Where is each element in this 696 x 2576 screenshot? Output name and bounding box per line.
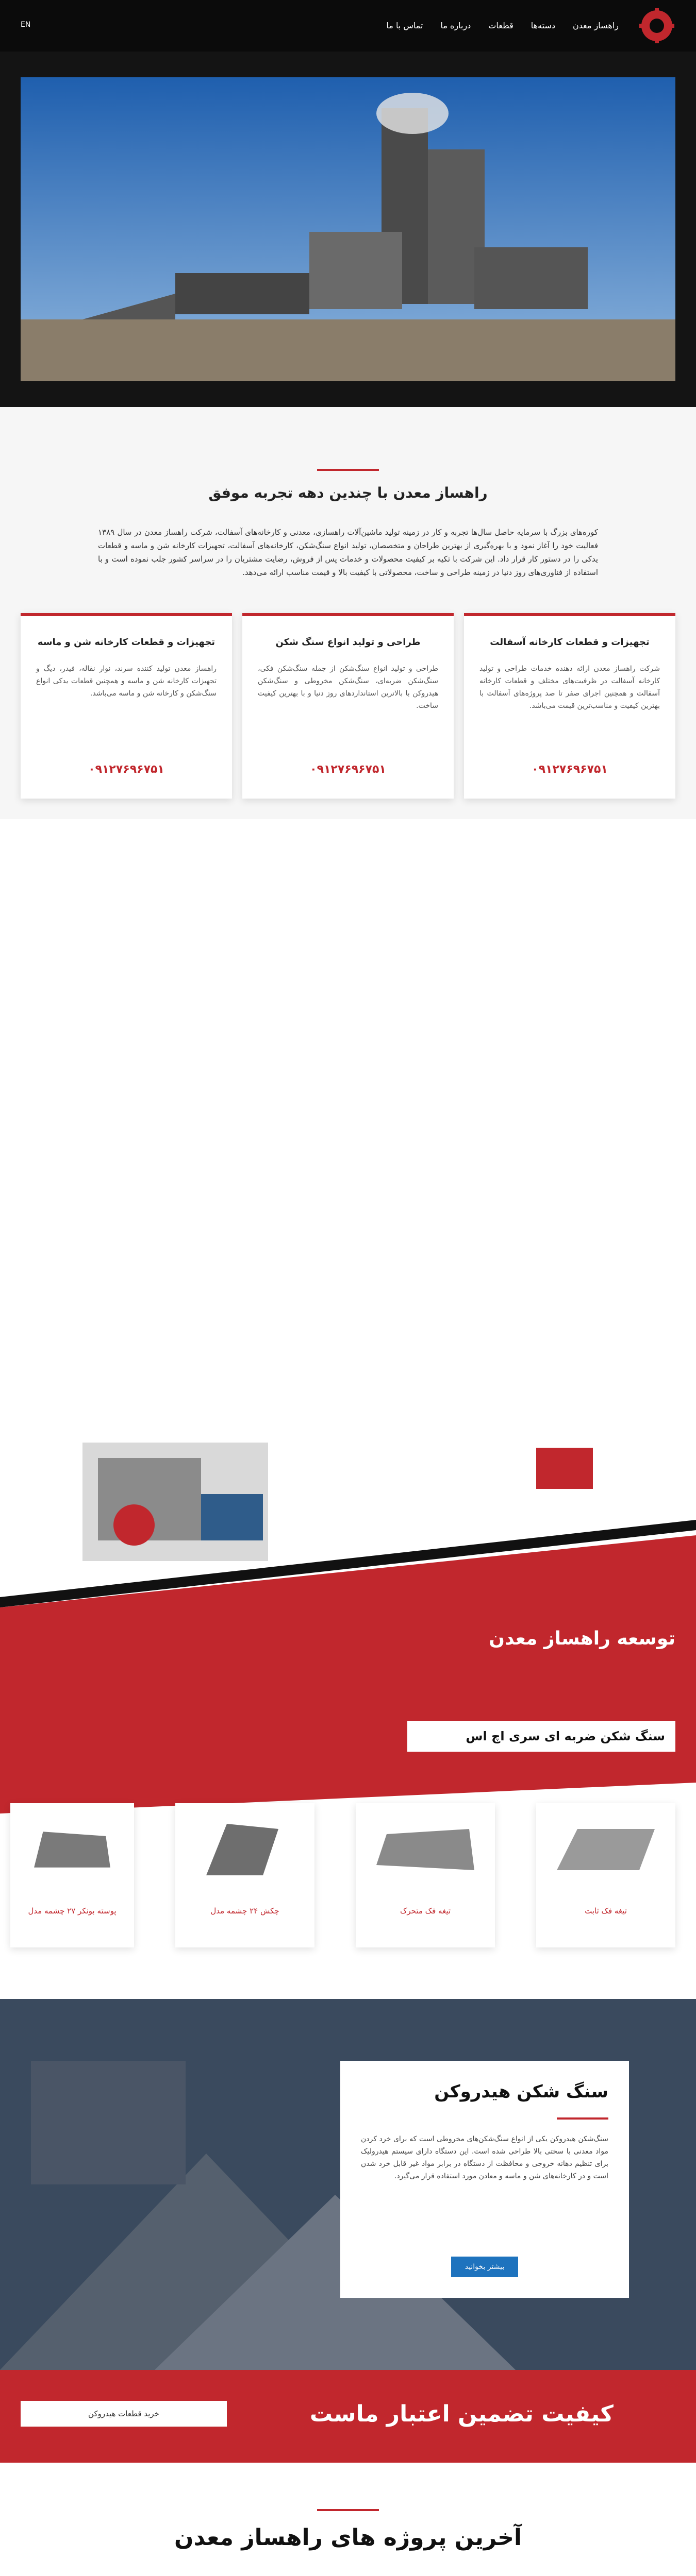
development-title: توسعه راهساز معدن xyxy=(489,1628,675,1649)
hydrocone-info-box xyxy=(340,2061,629,2298)
projects-title: آخرین پروژه های راهساز معدن xyxy=(174,2524,522,2551)
product-name: چکش ۲۴ چشمه مدل xyxy=(210,1906,279,1916)
language-switch[interactable]: EN xyxy=(21,21,31,29)
projects-section xyxy=(0,2463,696,2576)
nav-item-about[interactable]: درباره ما xyxy=(440,21,471,30)
card-title: طراحی و تولید انواع سنگ شکن xyxy=(275,637,421,648)
service-card-asphalt[interactable] xyxy=(464,613,675,799)
nav-item-parts[interactable]: قطعات xyxy=(488,21,513,30)
company-logo-icon[interactable] xyxy=(638,7,675,44)
card-text: راهساز معدن تولید کننده سرند، نوار نقاله، فیدر، دیگ و تجهیزات کارخانه شن و ماسه و همچنین قطعات یدکی انواع سنگ‌شکن و کارخانه شن و ماسه می‌باشد. xyxy=(36,665,217,698)
card-text: طراحی و تولید انواع سنگ‌شکن از جمله سنگ‌شکن فکی، سنگ‌شکن ضربه‌ای، سنگ‌شکن مخروطی و سنگ‌شکن هیدروکن با بالاترین استانداردهای روز دنیا و با بهترین کیفیت ساخت. xyxy=(258,665,438,710)
development-section xyxy=(0,1391,696,1984)
service-card-sand[interactable] xyxy=(21,613,232,799)
hydrocone-section xyxy=(0,1999,696,2370)
product-name: پوسته بونکر ۲۷ چشمه مدل xyxy=(28,1906,117,1916)
service-card-crusher[interactable] xyxy=(242,613,454,799)
card-title: تجهیزات و قطعات کارخانه شن و ماسه xyxy=(37,637,216,648)
product-image xyxy=(21,1814,124,1886)
product-name: تیغه فک متحرک xyxy=(400,1906,451,1916)
main-nav xyxy=(386,21,619,30)
card-phone[interactable]: ۰۹۱۲۷۶۹۶۷۵۱ xyxy=(532,763,608,776)
product-image xyxy=(366,1814,485,1886)
intro-text: کوره‌های بزرگ با سرمایه حاصل سال‌ها تجربه و کار در زمینه تولید ماشین‌آلات راهسازی، معدنی و کارخانه‌های آسفالت، شرکت راهساز معدن در سال ۱۳۸۹ فعالیت خود را آغاز نمود و با بهره‌گیری از بهترین طراحان و متخصصان، تولید انواع سنگ‌شکن، کارخانه‌های آسفالت، تجهیزات کارخانه شن و ماسه و قطعات یدکی را در دستور کار قرار داد. این شرکت با تکیه بر کیفیت محصولات و خدمات پس از فروش، رضایت مشتریان را در سراسر کشور جلب نموده است و با استفاده از فناوری‌های روز دنیا در زمینه طراحی و ساخت، محصولاتی با کیفیت بالا و قیمت مناسب ارائه می‌دهد. xyxy=(98,528,598,577)
product-image xyxy=(546,1814,665,1886)
product-card[interactable] xyxy=(536,1803,675,1947)
product-card[interactable] xyxy=(10,1803,134,1947)
nav-item-contact[interactable]: تماس با ما xyxy=(386,21,423,30)
site-header xyxy=(0,0,696,52)
intro-section xyxy=(0,407,696,819)
intro-title: راهساز معدن با چندین دهه تجربه موفق xyxy=(208,484,488,501)
product-card[interactable] xyxy=(175,1803,314,1947)
product-name: تیغه فک ثابت xyxy=(585,1906,627,1916)
asphalt-plant-image xyxy=(21,77,675,381)
title-accent-line xyxy=(557,2117,608,2120)
quality-title: کیفیت تضمین اعتبار ماست xyxy=(309,2401,614,2427)
nav-item-home[interactable]: راهساز معدن xyxy=(572,21,619,30)
hydrocone-text: سنگ‌شکن هیدروکن یکی از انواع سنگ‌شکن‌های مخروطی است که برای خرد کردن مواد معدنی با سختی بالا طراحی شده است. این دستگاه دارای سیستم هیدرولیک برای تنظیم دهانه خروجی و محافظت از دستگاه در برابر مواد غیر قابل خرد شدن است و در کارخانه‌های شن و ماسه و معادن مورد استفاده قرار می‌گیرد. xyxy=(361,2135,608,2180)
card-title: تجهیزات و قطعات کارخانه آسفالت xyxy=(490,637,650,648)
quality-banner xyxy=(0,2370,696,2463)
hero-section xyxy=(0,52,696,407)
read-more-button[interactable]: بیشتر بخوانید xyxy=(451,2257,518,2277)
title-accent-line xyxy=(317,469,379,471)
product-image xyxy=(186,1814,304,1886)
product-card[interactable] xyxy=(356,1803,495,1947)
hydrocone-title: سنگ شکن هیدروکن xyxy=(434,2081,608,2102)
nav-item-categories[interactable]: دسته‌ها xyxy=(531,21,555,30)
card-phone[interactable]: ۰۹۱۲۷۶۹۶۷۵۱ xyxy=(310,763,386,776)
development-subtitle: سنگ شکن ضربه ای سری اچ اس xyxy=(466,1729,665,1743)
card-phone[interactable]: ۰۹۱۲۷۶۹۶۷۵۱ xyxy=(88,763,164,776)
buy-hydrocone-parts-button[interactable]: خرید قطعات هیدروکن xyxy=(21,2401,227,2427)
card-text: شرکت راهساز معدن ارائه دهنده خدمات طراحی و تولید کارخانه آسفالت در ظرفیت‌های مختلف و قطعات کارخانه آسفالت و همچنین اجرای صفر تا صد پروژه‌های آسفالت با بهترین کیفیت و مناسب‌ترین قیمت می‌باشد. xyxy=(479,665,660,710)
title-accent-line xyxy=(317,2509,379,2511)
